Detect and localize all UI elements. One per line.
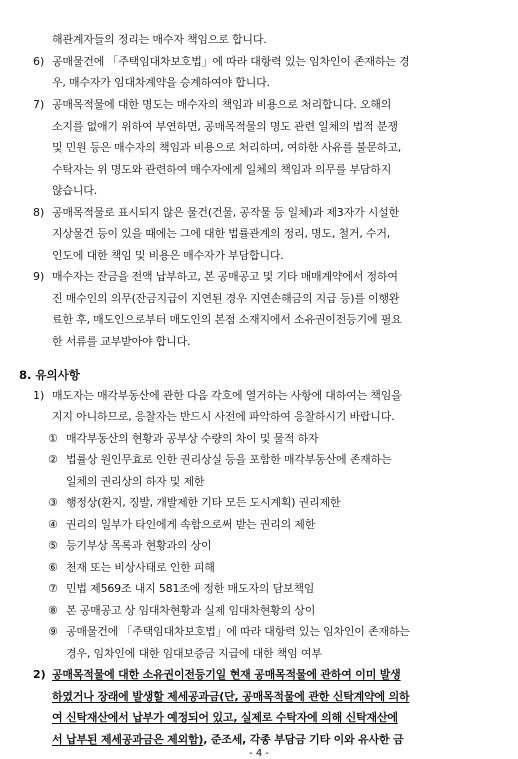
- circled-item-line: 권리의 일부가 타인에게 속함으로써 받는 권리의 제한: [66, 518, 316, 531]
- item-9-line: 매수자는 잔금을 전액 납부하고, 본 공매공고 및 기타 매매계약에서 정하여: [52, 270, 398, 283]
- item-9-line: 한 서류를 교부받아야 합니다.: [52, 335, 191, 348]
- item-2-line: [52, 733, 403, 747]
- item-1-line: 지지 아니하므로, 응찰자는 반드시 사전에 파악하여 응찰하시기 바랍니다.: [52, 410, 395, 423]
- circled-item-line: 매각부동산의 현황과 공부상 수량의 차이 및 물적 하자: [66, 432, 319, 445]
- continuation-line: 해관계자들의 정리는 매수자 책임으로 합니다.: [52, 33, 267, 46]
- item-number: 1): [33, 389, 45, 402]
- section-heading: 8. 유의사항: [19, 368, 80, 382]
- item-number: 8): [33, 206, 45, 219]
- circled-item-line: 일체의 권리상의 하자 및 제한: [66, 475, 205, 488]
- item-7-line: 소지를 없애기 위하여 부연하면, 공매목적물의 명도 관련 일체의 법적 분쟁: [52, 120, 398, 133]
- circled-number: ②: [48, 453, 58, 466]
- item-8-line: 지상물건 등이 있을 때에는 그에 대한 법률관계의 정리, 명도, 철거, 수거,: [52, 227, 391, 240]
- item-number: 2): [33, 668, 46, 681]
- circled-number: ⑥: [48, 561, 58, 574]
- item-7-line: 공매목적물에 대한 명도는 매수자의 책임과 비용으로 처리합니다. 오해의: [52, 98, 392, 111]
- item-2-rest-text: , 준조세, 각종 부담금 기타 이와 유사한 금: [203, 733, 404, 746]
- item-8-line: 공매목적물로 표시되지 않은 물건(건물, 공작물 등 일체)과 제3자가 시설한: [52, 206, 400, 219]
- item-2-line: 하였거나 장래에 발생할 제세공과금(단, 공매목적물에 관한 신탁계약에 의하: [52, 690, 410, 703]
- circled-item-line: 천재 또는 비상사태로 인한 피해: [66, 561, 215, 574]
- circled-number: ⑨: [48, 625, 58, 638]
- item-8-line: 인도에 대한 책임 및 비용은 매수자가 부담합니다.: [52, 249, 284, 262]
- circled-number: ①: [48, 432, 58, 445]
- circled-item-line: 본 공매공고 상 임대차현황과 실제 임대차현황의 상이: [66, 604, 316, 617]
- circled-number: ⑦: [48, 582, 58, 595]
- item-number: 6): [33, 55, 45, 68]
- item-9-line: 진 매수인의 의무(잔금지급이 지연된 경우 지연손해금의 지급 등)를 이행완: [52, 292, 400, 305]
- item-7-line: 않습니다.: [52, 184, 98, 197]
- item-2-line: 여 신탁재산에서 납부가 예정되어 있고, 실제로 수탁자에 의해 신탁재산에: [52, 711, 398, 724]
- circled-number: ④: [48, 518, 58, 531]
- page-number: - 4 -: [249, 748, 269, 759]
- circled-number: ⑧: [48, 604, 58, 617]
- circled-item-line: 공매물건에 「주택임대차보호법」에 따라 대항력 있는 임차인이 존재하는: [66, 625, 410, 638]
- item-7-line: 및 민원 등은 매수자의 책임과 비용으로 처리하며, 여하한 사유를 불문하고,: [52, 141, 402, 154]
- item-2-underlined-text: 서 납부된 제세공과금은 제외함): [52, 733, 204, 746]
- circled-item-line: 경우, 임차인에 대한 임대보증금 지급에 대한 책임 여부: [66, 647, 322, 660]
- item-number: 7): [33, 98, 45, 111]
- item-1-line: 매도자는 매각부동산에 관한 다음 각호에 열거하는 사항에 대하여는 책임을: [52, 389, 402, 402]
- item-2-line: 공매목적물에 대한 소유권이전등기일 현재 공매목적물에 관하여 이미 발생: [52, 668, 401, 681]
- circled-item-line: 민법 제569조 내지 581조에 정한 매도자의 담보책임: [66, 582, 315, 595]
- item-6-line: 우, 매수자가 임대차계약을 승계하여야 합니다.: [52, 76, 270, 89]
- circled-item-line: 행정상(환지, 징발, 개발제한 기타 모든 도시계획) 권리제한: [66, 496, 341, 509]
- circled-item-line: 법률상 원인무효로 인한 권리상실 등을 포함한 매각부동산에 존재하는: [66, 453, 392, 466]
- item-6-line: 공매물건에 「주택임대차보호법」에 따라 대항력 있는 임차인이 존재하는 경: [52, 55, 410, 68]
- item-number: 9): [33, 270, 45, 283]
- circled-number: ⑤: [48, 539, 58, 552]
- circled-number: ③: [48, 496, 58, 509]
- item-9-line: 료한 후, 매도인으로부터 매도인의 본점 소재지에서 소유권이전등기에 필요: [52, 313, 402, 326]
- circled-item-line: 등기부상 목록과 현황과의 상이: [66, 539, 212, 552]
- item-7-line: 수탁자는 위 명도와 관련하여 매수자에게 일체의 책임과 의무를 부담하지: [52, 163, 392, 176]
